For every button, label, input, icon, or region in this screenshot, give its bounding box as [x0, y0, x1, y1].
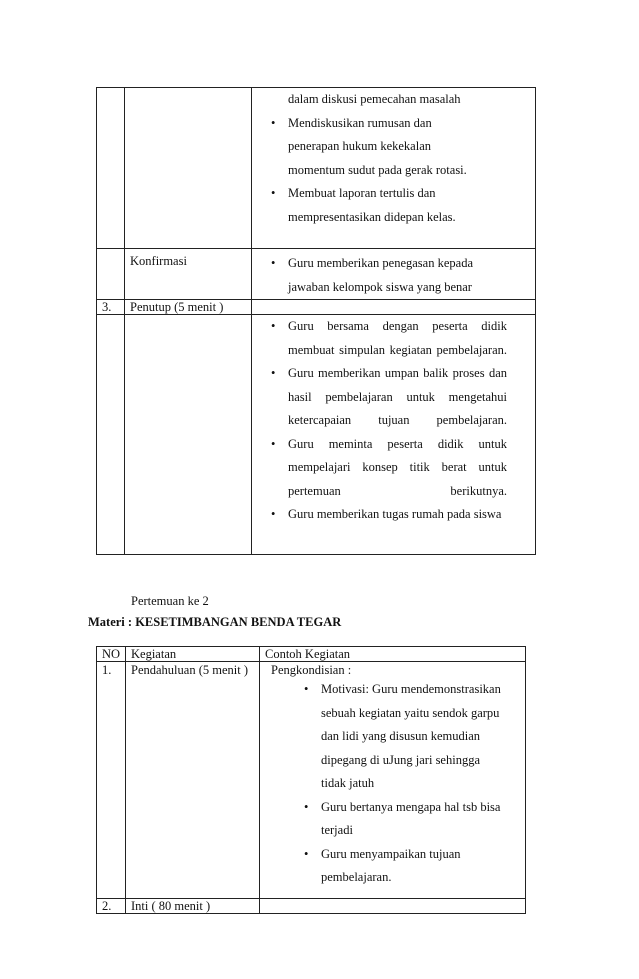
activity-cell: Inti ( 80 menit ) — [126, 899, 260, 914]
intro-text: Pengkondisian : — [271, 663, 352, 677]
no-cell: 2. — [97, 899, 126, 914]
no-cell — [97, 315, 125, 555]
table-row — [97, 662, 526, 899]
table-row — [97, 899, 526, 914]
table-row — [97, 249, 536, 300]
lesson-table-meeting-2 — [96, 646, 526, 914]
continuation-text: dalam diskusi pemecahan masalah — [288, 92, 461, 106]
list-item: • Mendiskusikan rumusan dan penerapan hukum kekekalan momentum sudut pada gerak rotasi. — [257, 112, 471, 183]
example-cell — [252, 88, 536, 249]
table-row — [97, 300, 536, 315]
header-contoh-kegiatan: Contoh Kegiatan — [260, 647, 526, 662]
example-cell — [252, 300, 536, 315]
header-no: NO — [97, 647, 126, 662]
activity-cell: Pendahuluan (5 menit ) — [126, 662, 260, 899]
list-item: • Guru bertanya mengapa hal tsb bisa terjadi — [290, 796, 505, 843]
bullet-list — [257, 315, 507, 527]
meeting-label: Pertemuan ke 2 — [131, 594, 209, 608]
activity-cell: Konfirmasi — [125, 249, 252, 300]
table-row — [97, 88, 536, 249]
table-header-row — [97, 647, 526, 662]
table-row — [97, 315, 536, 555]
list-item: • Guru menyampaikan tujuan pembelajaran. — [290, 843, 505, 890]
no-cell: 3. — [97, 300, 125, 315]
example-cell — [252, 249, 536, 300]
list-item: • Membuat laporan tertulis dan mempresentasikan didepan kelas. — [257, 182, 471, 229]
lesson-table-continued — [96, 87, 536, 555]
activity-cell — [125, 88, 252, 249]
no-cell — [97, 249, 125, 300]
bullet-list — [265, 678, 505, 890]
list-item: • Motivasi: Guru mendemonstrasikan sebuah kegiatan yaitu sendok garpu dan lidi yang disusun kemudian dipegang di uJung jari sehingga tidak jatuh — [290, 678, 505, 796]
example-cell — [252, 315, 536, 555]
header-kegiatan: Kegiatan — [126, 647, 260, 662]
materi-title: Materi : KESETIMBANGAN BENDA TEGAR — [88, 615, 342, 629]
activity-cell: Penutup (5 menit ) — [125, 300, 252, 315]
example-cell — [260, 662, 526, 899]
list-item: • Guru meminta peserta didik untuk mempelajari konsep titik berat untuk pertemuan berikutnya. — [257, 433, 507, 504]
list-item: • Guru memberikan penegasan kepada jawaban kelompok siswa yang benar — [257, 252, 479, 299]
no-cell — [97, 88, 125, 249]
bullet-list — [257, 112, 471, 230]
bullet-list — [257, 252, 479, 299]
list-item: • Guru memberikan umpan balik proses dan hasil pembelajaran untuk mengetahui ketercapaian tujuan pembelajaran. — [257, 362, 507, 433]
activity-cell — [125, 315, 252, 555]
example-cell — [260, 899, 526, 914]
list-item: • Guru bersama dengan peserta didik membuat simpulan kegiatan pembelajaran. — [257, 315, 507, 362]
no-cell: 1. — [97, 662, 126, 899]
list-item: • Guru memberikan tugas rumah pada siswa — [257, 503, 507, 527]
